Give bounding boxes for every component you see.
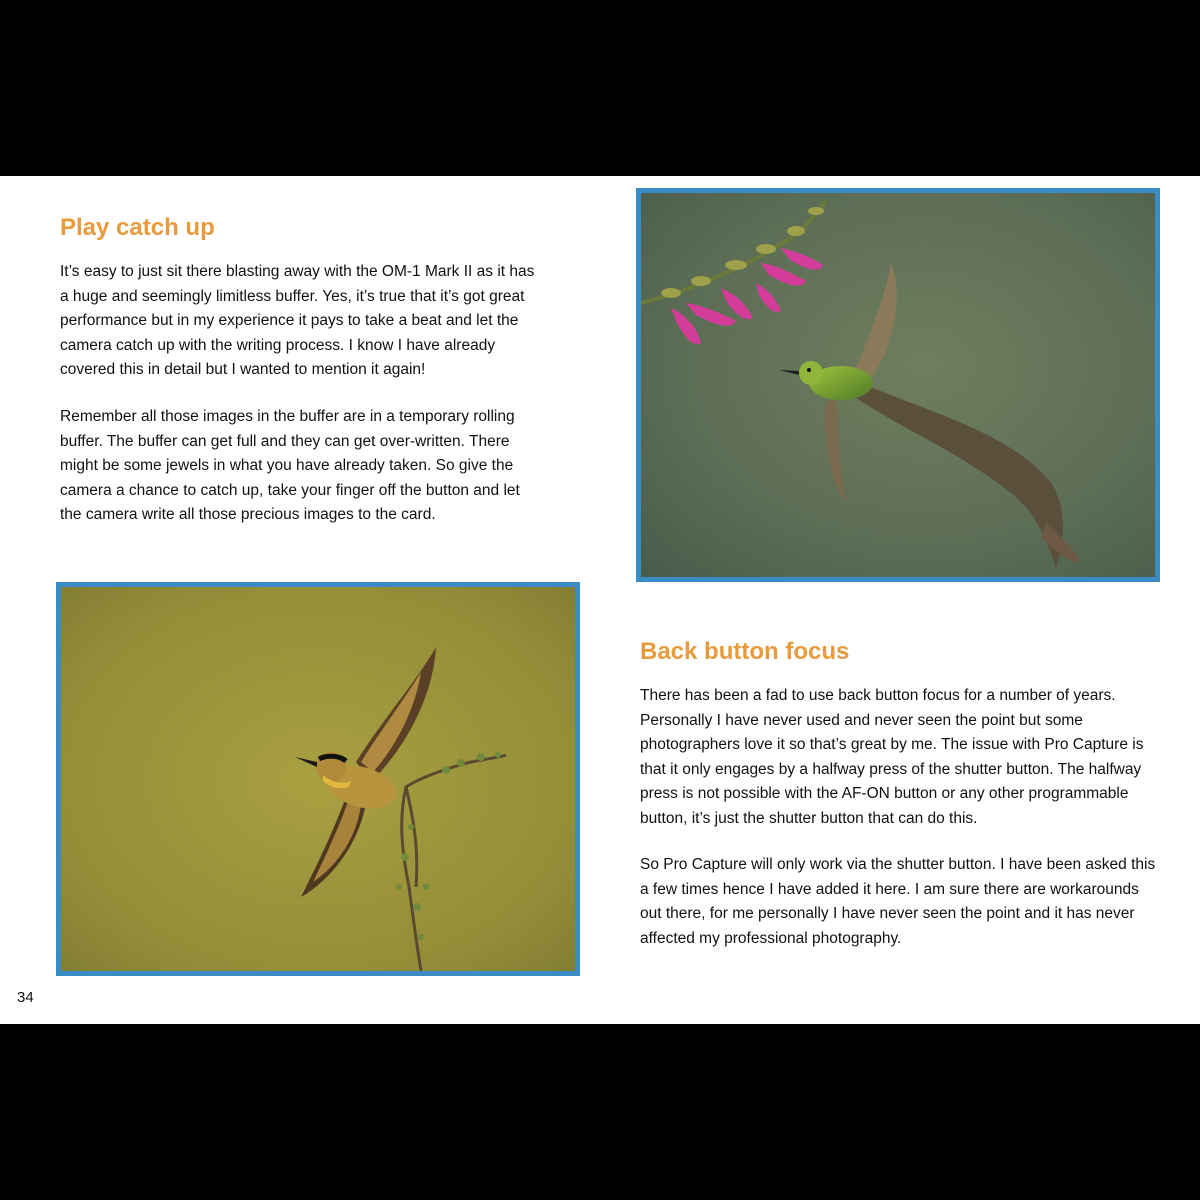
bee-eater-photo	[56, 582, 580, 976]
hummingbird-photo	[636, 188, 1160, 582]
paragraph-back-button-2: So Pro Capture will only work via the shutter button. I have been asked this a few times hence I have added it here. I am sure there are workarounds out there, for me personally I have never seen the point and it has never affected my professional photography.	[640, 856, 1156, 947]
hummingbird-image	[641, 193, 1155, 577]
section-heading-play-catch-up: Play catch up	[60, 214, 215, 241]
paragraph-catch-up-2: Remember all those images in the buffer are in a temporary rolling buffer. The buffer can get full and they can get over-written. There might be some jewels in what you have already taken. So give the camera a chance to catch up, take your finger off the button and let the camera write all those precious images to the card.	[60, 408, 520, 523]
page-number: 34	[17, 989, 34, 1006]
book-page	[0, 176, 1200, 1024]
bee-eater-image	[61, 587, 575, 971]
section-heading-back-button-focus: Back button focus	[640, 638, 850, 665]
paragraph-back-button-1: There has been a fad to use back button focus for a number of years. Personally I have never used and never seen the point but some photographers love it so that’s great by me. The issue with Pro Capture is that it only engages by a halfway press of the shutter button. The halfway press is not possible with the AF-ON button or any other programmable button, it’s just the shutter button that can do this.	[640, 687, 1144, 827]
paragraph-catch-up-1: It’s easy to just sit there blasting away with the OM-1 Mark II as it has a huge and seemingly limitless buffer. Yes, it’s true that it’s got great performance but in my experience it pays to take a beat and let the camera catch up with the writing process. I know I have already covered this in detail but I wanted to mention it again!	[60, 263, 535, 378]
